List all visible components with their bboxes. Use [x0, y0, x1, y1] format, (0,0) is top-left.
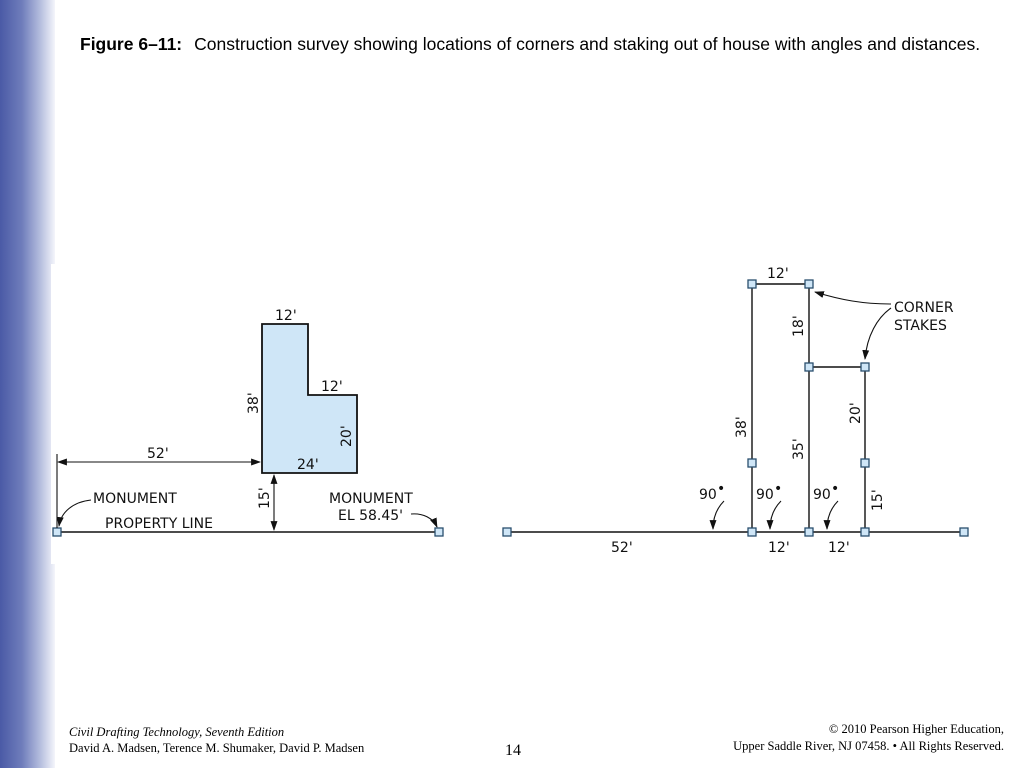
- dim-label-top-12: 12': [767, 266, 789, 282]
- monument-right-marker: [435, 528, 443, 536]
- stake-step-right: [861, 363, 869, 371]
- angle-arc-1: [713, 501, 724, 529]
- monument-left-label: MONUMENT: [93, 491, 177, 507]
- survey-drawing: [51, 264, 981, 564]
- monument-elevation-label: EL 58.45': [338, 508, 404, 524]
- stake-front-left: [748, 459, 756, 467]
- dim-label-15: 15': [257, 487, 273, 509]
- dim-label-baseline-12b: 12': [828, 540, 850, 556]
- dim-label-20: 20': [848, 402, 864, 424]
- footer-publisher-line: Upper Saddle River, NJ 07458. • All Rights Reserved.: [733, 739, 1004, 753]
- dim-label-house-right: 20': [339, 425, 355, 447]
- stake-rear-left: [748, 280, 756, 288]
- corner-stakes-leader-2: [865, 308, 891, 359]
- page-number: 14: [505, 742, 521, 759]
- right-staking-layout: [503, 266, 968, 556]
- dim-label-house-step: 12': [321, 379, 343, 395]
- dim-label-house-bottom: 24': [297, 457, 319, 473]
- footer-book-info: [69, 724, 364, 756]
- stake-rear-mid: [805, 280, 813, 288]
- property-line-label: PROPERTY LINE: [105, 516, 213, 532]
- footer-copyright: [733, 721, 1004, 755]
- corner-stakes-label-line2: STAKES: [894, 318, 947, 334]
- footer-copyright-line: © 2010 Pearson Higher Education,: [828, 722, 1004, 736]
- stake-step-left: [805, 363, 813, 371]
- angle-arc-3: [827, 501, 838, 529]
- figure-caption: [80, 33, 985, 56]
- stake-baseline-end: [960, 528, 968, 536]
- left-site-plan: [53, 308, 443, 536]
- stake-baseline-3: [861, 528, 869, 536]
- stake-baseline-1: [748, 528, 756, 536]
- monument-left-leader: [59, 500, 91, 526]
- figure-caption-text: Construction survey showing locations of corners and staking out of house with angles and distances.: [194, 34, 981, 54]
- house-footprint: [262, 324, 357, 473]
- svg-text:•: •: [717, 481, 726, 497]
- angle-label-3: 90: [813, 487, 831, 503]
- dim-label-52: 52': [147, 446, 169, 462]
- footer-authors: David A. Madsen, Terence M. Shumaker, David P. Madsen: [69, 741, 365, 755]
- dim-label-15-right: 15': [870, 489, 886, 511]
- drawing-panel: [51, 264, 981, 564]
- stake-baseline-2: [805, 528, 813, 536]
- stake-baseline-start: [503, 528, 511, 536]
- dim-label-18: 18': [791, 315, 807, 337]
- monument-right-leader: [411, 514, 437, 527]
- figure-label: Figure 6–11:: [80, 34, 183, 54]
- dim-label-38: 38': [734, 416, 750, 438]
- dim-label-house-top: 12': [275, 308, 297, 324]
- dim-label-baseline-12a: 12': [768, 540, 790, 556]
- corner-stakes-label-line1: CORNER: [894, 300, 954, 316]
- stake-front-right: [861, 459, 869, 467]
- svg-text:•: •: [831, 481, 840, 497]
- angle-arc-2: [770, 501, 781, 529]
- svg-text:•: •: [774, 481, 783, 497]
- dim-label-35: 35': [791, 438, 807, 460]
- angle-label-1: 90: [699, 487, 717, 503]
- dim-label-house-left: 38': [246, 392, 262, 414]
- corner-stakes-leader-1: [815, 292, 891, 304]
- angle-label-2: 90: [756, 487, 774, 503]
- monument-left-marker: [53, 528, 61, 536]
- footer-book-title: Civil Drafting Technology, Seventh Edition: [69, 725, 285, 739]
- dim-label-baseline-52: 52': [611, 540, 633, 556]
- slide-side-gradient-bar: [0, 0, 55, 768]
- monument-right-label: MONUMENT: [329, 491, 413, 507]
